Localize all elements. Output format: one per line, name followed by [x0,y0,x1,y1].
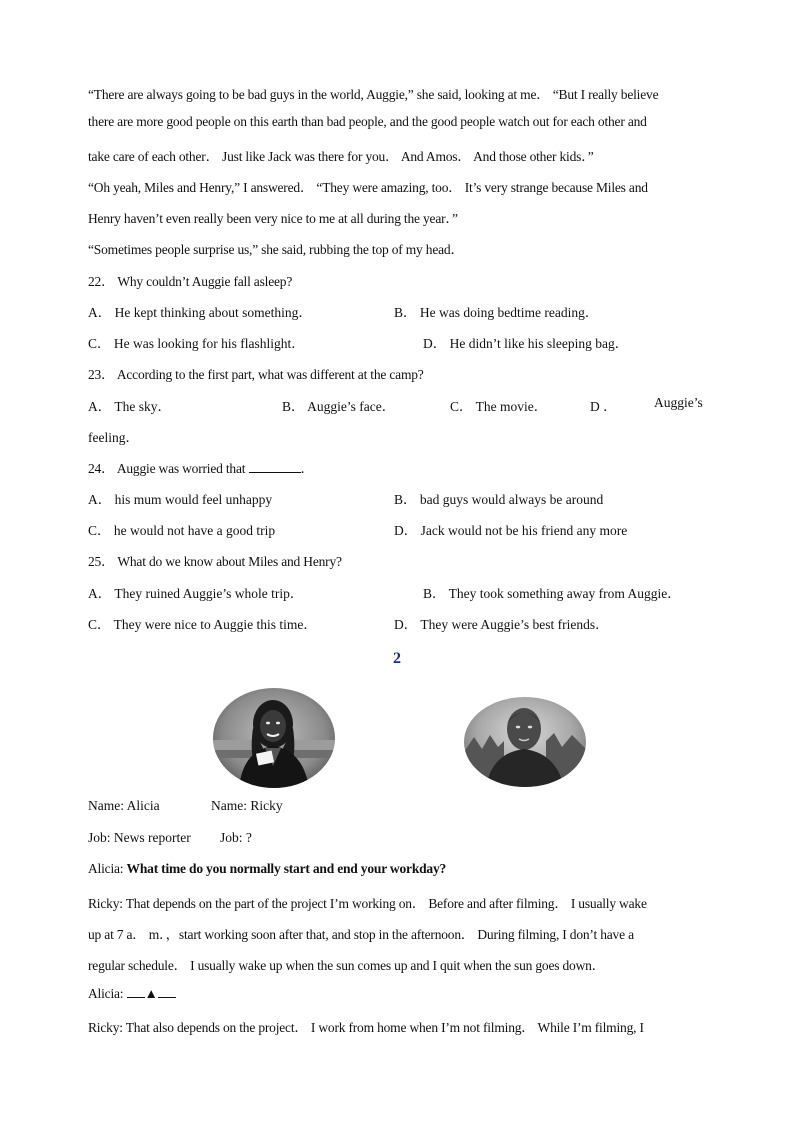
question-24-option-c: C． he would not have a good trip [88,523,276,538]
question-24-option-d: D． Jack would not be his friend any more [394,523,628,538]
question-24-stem-text: 24． Auggie was worried that [88,461,246,476]
question-25-option-a: A． They ruined Auggie’s whole trip． [88,586,304,601]
answer-blank [127,985,176,1002]
blank-underline-right [158,985,176,998]
question-24-stem-end: ． [300,461,314,476]
question-25-stem: 25． What do we know about Miles and Henry? [88,554,342,569]
question-22-option-b: B． He was doing bedtime reading． [394,305,599,320]
alicia-photo-image [213,688,335,788]
interview-answer-1-line-2: up at 7 a． m．，start working soon after that, and stop in the afternoon． During filming, I don’t have a [88,927,634,942]
interview-question-2 [88,985,176,1002]
interview-question-1 [88,861,446,877]
passage-line-6: “Sometimes people surprise us,” she said, rubbing the top of my head． [88,242,464,257]
passage-line-2: there are more good people on this earth than bad people, and the good people watch out for each other and [88,114,647,129]
question-23-option-c: C． The movie． [450,399,548,414]
question-24-option-a: A． his mum would feel unhappy [88,492,273,507]
question-25-option-d: D． They were Auggie’s best friends． [394,617,609,632]
alicia-photo [213,688,335,788]
question-22-stem: 22． Why couldn’t Auggie fall asleep? [88,274,293,289]
question-22-option-c: C． He was looking for his flashlight． [88,336,305,351]
question-23-option-b: B． Auggie’s face． [282,399,396,414]
answer-blank [249,460,301,473]
alicia-name: Name: Alicia [88,798,160,813]
question-22-option-d: D． He didn’t like his sleeping bag． [423,336,629,351]
interview-answer-2-line-1: Ricky: That also depends on the project． I work from home when I’m not filming． While I’m filming, I [88,1020,644,1035]
question-23-option-d-label: D ． [590,399,617,414]
interview-answer-1-line-3: regular schedule． I usually wake up when the sun comes up and I quit when the sun goes down． [88,958,605,973]
passage-line-1: “There are always going to be bad guys in the world, Auggie,” she said, looking at me． “But I really believe [88,87,659,102]
question-23-option-d-text-cont: feeling． [88,430,139,445]
ricky-job: Job: ? [220,830,252,845]
alicia-job: Job: News reporter [88,830,191,845]
passage-line-5: Henry haven’t even really been very nice to me at all during the year．” [88,211,458,226]
question-25-option-c: C． They were nice to Auggie this time． [88,617,317,632]
question-23-option-a: A． The sky． [88,399,171,414]
question-23-stem: 23． According to the first part, what was different at the camp? [88,367,424,382]
question-24-stem [88,457,314,477]
interview-answer-1-line-1: Ricky: That depends on the part of the project I’m working on． Before and after filming． I usually wake [88,896,647,911]
speaker-alicia: Alicia: [88,986,124,1001]
question-22-option-a: A． He kept thinking about something． [88,305,312,320]
ricky-photo [464,697,586,787]
question-25-option-b: B． They took something away from Auggie． [423,586,681,601]
blank-underline-left [127,985,145,998]
triangle-marker-icon: ▲ [144,986,158,1001]
ricky-name: Name: Ricky [211,798,283,813]
question-text: What time do you normally start and end your workday? [126,861,447,876]
ricky-photo-image [464,697,586,787]
section-number: 2 [393,650,401,667]
passage-line-4: “Oh yeah, Miles and Henry,” I answered． “They were amazing, too． It’s very strange because Miles and [88,180,648,195]
question-24-option-b: B． bad guys would always be around [394,492,604,507]
speaker-alicia: Alicia: [88,861,124,876]
question-23-option-d-text: Auggie’s [654,395,703,410]
passage-line-3: take care of each other． Just like Jack was there for you． And Amos． And those other kids．” [88,149,594,164]
